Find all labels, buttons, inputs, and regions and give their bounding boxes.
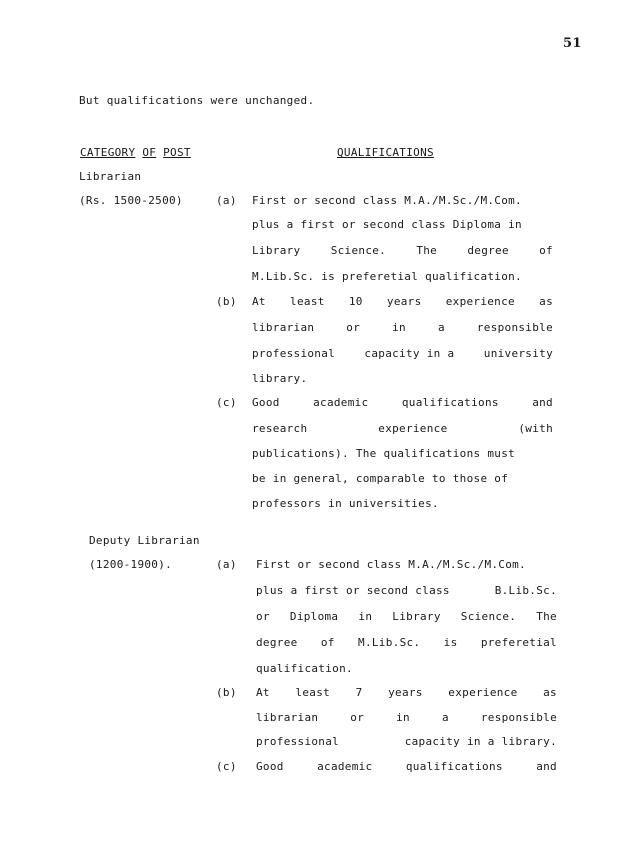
pay-scale-deputy-librarian: (1200-1900). [89,558,173,571]
intro-text: But qualifications were unchanged. [79,94,315,107]
text-line: professional capacity in a university [252,347,553,360]
page-number: 51 [563,36,582,51]
text-line: be in general, comparable to those of [252,472,509,485]
text-line: or Diploma in Library Science. The [256,610,557,623]
clause-label: (c) [216,760,237,773]
of-word: OF [142,146,157,159]
text-line: M.Lib.Sc. is preferetial qualification. [252,270,522,283]
clause-label: (b) [216,686,237,699]
text-line: research experience (with [252,422,553,435]
text-line: librarian or in a responsible [252,321,553,334]
qualifications-heading: QUALIFICATIONS [337,146,434,159]
text-line: plus a first or second class Diploma in [252,218,522,231]
clause-label: (c) [216,396,237,409]
text-line: professors in universities. [252,497,439,510]
text-line: qualification. [256,662,353,675]
text-line: degree of M.Lib.Sc. is preferetial [256,636,557,649]
text-line: At least 10 years experience as [252,295,553,308]
clause-label: (a) [216,558,237,571]
category-of-post-heading [80,146,191,159]
clause-label: (b) [216,295,237,308]
pay-scale-librarian: (Rs. 1500-2500) [79,194,183,207]
text-line: library. [252,372,308,385]
post-title-librarian: Librarian [79,170,142,183]
text-line: At least 7 years experience as [256,686,557,699]
text-line: plus a first or second class B.Lib.Sc. [256,584,557,597]
text-line: professional capacity in a library. [256,735,557,748]
text-line: Library Science. The degree of [252,244,553,257]
category-word: CATEGORY [80,146,136,159]
text-line: librarian or in a responsible [256,711,557,724]
post-word: POST [163,146,191,159]
text-line: publications). The qualifications must [252,447,516,460]
text-line: Good academic qualifications and [252,396,553,409]
clause-label: (a) [216,194,237,207]
text-line: Good academic qualifications and [256,760,557,773]
post-title-deputy-librarian: Deputy Librarian [89,534,200,547]
text-line: First or second class M.A./M.Sc./M.Com. [256,558,526,571]
text-line: First or second class M.A./M.Sc./M.Com. [252,194,522,207]
